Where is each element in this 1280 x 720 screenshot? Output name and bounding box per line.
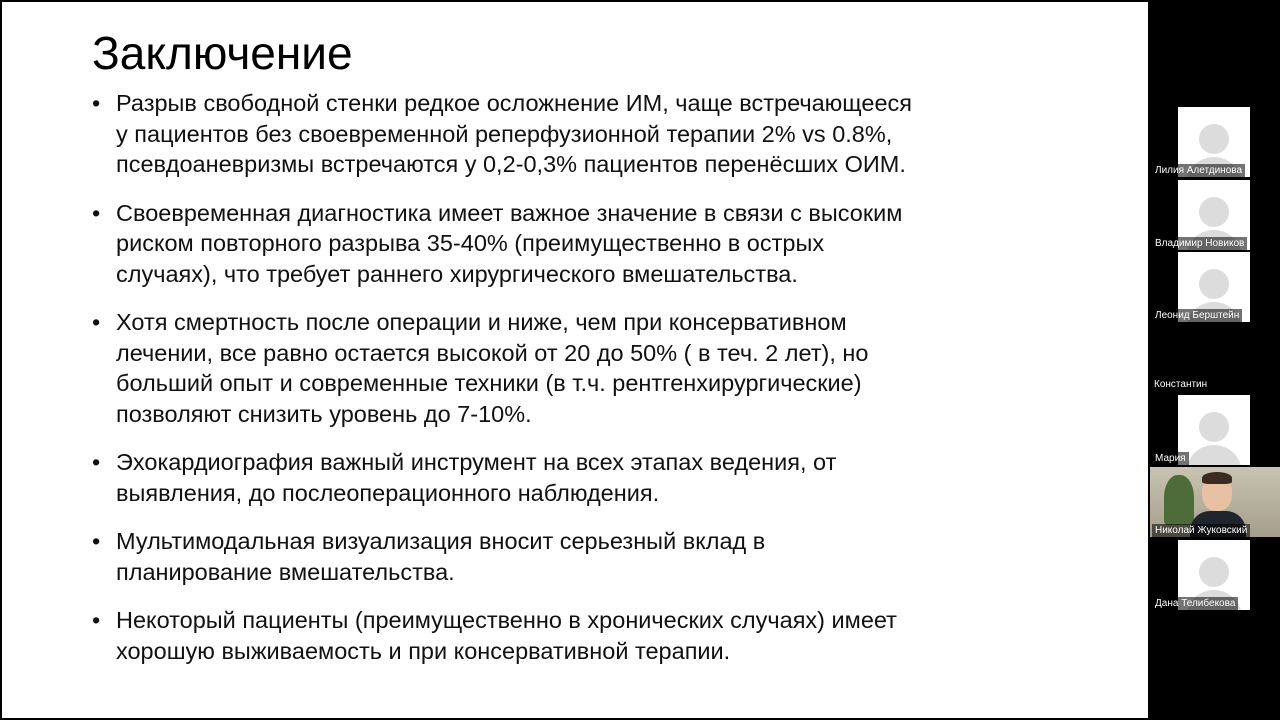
participant-tile[interactable] <box>1150 467 1280 537</box>
avatar <box>1178 395 1250 465</box>
bullet-line: Некоторый пациенты (преимущественно в хронических случаях) имеет <box>116 607 897 633</box>
bullet-line: у пациентов без своевременной реперфузионной терапии 2% vs 0.8%, <box>116 120 893 147</box>
bullet-item <box>90 526 1090 587</box>
bullet-item <box>90 88 1090 180</box>
bullet-line: Своевременная диагностика имеет важное значение в связи с высоким <box>116 199 903 226</box>
participant-tile[interactable] <box>1150 252 1250 322</box>
bullet-line: больший опыт и современные техники (в т.ч. рентгенхирургические) <box>116 370 862 396</box>
bullet-line: позволяют снизить уровень до 7-10%. <box>116 400 532 427</box>
bullet-item <box>90 307 1090 429</box>
participant-tile[interactable] <box>1150 180 1250 250</box>
bullet-line: Хотя смертность после операции и ниже, чем при консервативном <box>116 309 847 335</box>
avatar-placeholder-icon <box>1199 197 1229 227</box>
bullet-list <box>90 88 1090 684</box>
participant-name: Дана Телибекова <box>1152 597 1238 610</box>
bullet-line: случаях), что требует раннего хирургического вмешательства. <box>116 260 798 287</box>
bullet-dot: • <box>92 309 101 335</box>
bullet-item <box>90 198 1090 290</box>
presentation-slide <box>2 2 1148 718</box>
bullet-line: планирование вмешательства. <box>116 558 455 585</box>
bullet-dot: • <box>92 90 101 116</box>
bullet-line: Мультимодальная визуализация вносит серьезный вклад в <box>116 528 766 554</box>
slide-title: Заключение <box>92 27 353 79</box>
participant-name: Лилия Алетдинова <box>1152 164 1245 177</box>
participant-name: Леонид Берштейн <box>1152 309 1242 322</box>
bullet-dot: • <box>92 199 101 226</box>
avatar-placeholder-icon <box>1199 557 1229 587</box>
participant-name[interactable]: Константин <box>1154 379 1208 390</box>
avatar-placeholder-icon <box>1199 412 1229 442</box>
bullet-line: выявления, до послеоперационного наблюдения. <box>116 479 660 506</box>
bullet-dot: • <box>92 607 101 633</box>
participant-name: Владимир Новиков <box>1152 237 1247 250</box>
participant-tile[interactable] <box>1150 107 1250 177</box>
bullet-line: Эхокардиография важный инструмент на всех этапах ведения, от <box>116 449 837 475</box>
participant-name: Николай Жуковский <box>1152 524 1250 537</box>
bullet-item <box>90 447 1090 508</box>
bullet-line: псевдоаневризмы встречаются у 0,2-0,3% пациентов перенёсших ОИМ. <box>116 151 906 177</box>
bullet-line: хорошую выживаемость и при консервативной терапии. <box>116 637 731 664</box>
bullet-dot: • <box>92 528 101 554</box>
participant-tile[interactable] <box>1150 540 1250 610</box>
bullet-dot: • <box>92 449 101 475</box>
bullet-line: риском повторного разрыва 35-40% (преимущественно в острых <box>116 230 825 256</box>
avatar-placeholder-icon <box>1199 269 1229 299</box>
participants-panel <box>1150 0 1280 720</box>
avatar-placeholder-icon <box>1199 124 1229 154</box>
bullet-line: лечении, все равно остается высокой от 20 до 50% ( в теч. 2 лет), но <box>116 339 869 366</box>
participant-name: Мария <box>1152 452 1189 465</box>
bullet-line: Разрыв свободной стенки редкое осложнение ИМ, чаще встречающееся <box>116 90 912 116</box>
bullet-item <box>90 605 1090 666</box>
participant-tile[interactable] <box>1150 395 1250 465</box>
